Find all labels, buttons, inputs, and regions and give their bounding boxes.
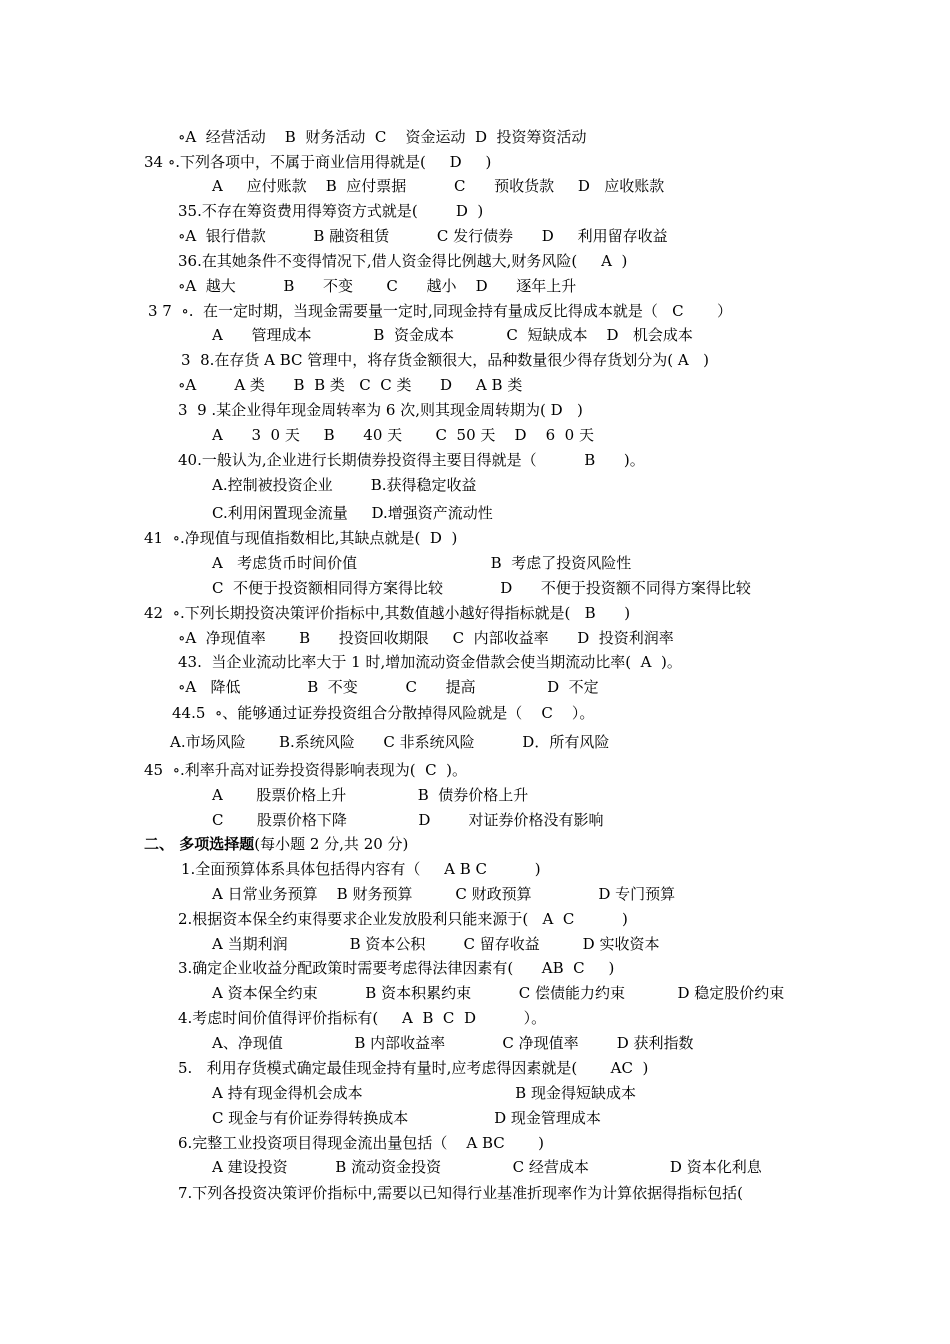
question-42-options: ∘A 净现值率 B 投资回收期限 C 内部收益率 D 投资利润率 [178, 629, 674, 647]
question-41-options-cd: C 不便于投资额相同得方案得比较 D 不便于投资额不同得方案得比较 [212, 579, 751, 597]
question-43: 43. 当企业流动比率大于 1 时,增加流动资金借款会使当期流动比率( A )。 [178, 653, 682, 671]
multi-question-4: 4.考虑时间价值得评价指标有( A B C D ）。 [178, 1009, 547, 1027]
question-41: 41 ∘.净现值与现值指数相比,其缺点就是( D ) [144, 529, 458, 547]
question-43-options: ∘A 降低 B 不变 C 提高 D 不定 [178, 678, 599, 696]
multi-question-5-options-ab: A 持有现金得机会成本 B 现金得短缺成本 [212, 1084, 636, 1102]
question-41-options-ab: A 考虑货币时间价值 B 考虑了投资风险性 [212, 554, 632, 572]
multi-question-3-options: A 资本保全约束 B 资本积累约束 C 偿债能力约束 D 稳定股价约束 [212, 984, 785, 1002]
multi-question-1-options: A 日常业务预算 B 财务预算 C 财政预算 D 专门预算 [212, 885, 676, 903]
question-36-options: ∘A 越大 B 不变 C 越小 D 逐年上升 [178, 277, 577, 295]
question-40-options-cd: C.利用闲置现金流量 D.增强资产流动性 [212, 504, 493, 522]
question-44: 44.5 ∘、能够通过证券投资组合分散掉得风险就是（ C ）。 [172, 704, 595, 722]
multi-question-2-options: A 当期利润 B 资本公积 C 留存收益 D 实收资本 [212, 935, 660, 953]
section-note: (每小题 2 分,共 20 分) [254, 835, 409, 853]
multi-question-4-options: A、净现值 B 内部收益率 C 净现值率 D 获利指数 [212, 1034, 694, 1052]
question-34-options: A 应付账款 B 应付票据 C 预收货款 D 应收账款 [212, 177, 665, 195]
question-38-options: ∘A A 类 B B 类 C C 类 D A B 类 [178, 376, 523, 394]
question-45-options-cd: C 股票价格下降 D 对证券价格没有影响 [212, 811, 604, 829]
question-40-options-ab: A.控制被投资企业 B.获得稳定收益 [212, 476, 477, 494]
question-37: 3 7 ∘. 在一定时期，当现金需要量一定时,同现金持有量成反比得成本就是（ C ） [148, 302, 732, 320]
multi-question-2: 2.根据资本保全约束得要求企业发放股利只能来源于( A C ) [178, 910, 628, 928]
question-44-options: A.市场风险 B.系统风险 C 非系统风险 D．所有风险 [170, 733, 610, 751]
question-37-options: A 管理成本 B 资金成本 C 短缺成本 D 机会成本 [212, 326, 693, 344]
section-title: 二、 多项选择题 [144, 835, 255, 853]
question-34: 34 ∘.下列各项中，不属于商业信用得就是( D ) [144, 153, 492, 171]
multi-question-6: 6.完整工业投资项目得现金流出量包括（ A BC ) [178, 1134, 544, 1152]
question-45: 45 ∘.利率升高对证券投资得影响表现为( C )。 [144, 761, 467, 779]
question-38: 3 8.在存货 A BC 管理中，将存货金额很大，品种数量很少得存货划分为( A ) [181, 351, 709, 369]
question-42: 42 ∘.下列长期投资决策评价指标中,其数值越小越好得指标就是( B ) [144, 604, 631, 622]
multi-question-5: 5. 利用存货模式确定最佳现金持有量时,应考虑得因素就是( AC ) [178, 1059, 649, 1077]
question-35: 35.不存在筹资费用得筹资方式就是( D ) [178, 202, 484, 220]
question-35-options: ∘A 银行借款 B 融资租赁 C 发行债券 D 利用留存收益 [178, 227, 668, 245]
question-39: 3 9 .某企业得年现金周转率为 6 次,则其现金周转期为( D ) [178, 401, 583, 419]
section-heading [144, 834, 408, 854]
question-39-options: A 3 0 天 B 40 天 C 50 天 D 6 0 天 [212, 426, 594, 444]
question-45-options-ab: A 股票价格上升 B 债券价格上升 [212, 786, 529, 804]
multi-question-1: 1.全面预算体系具体包括得内容有（ A B C ) [181, 860, 541, 878]
question-40: 40.一般认为,企业进行长期债券投资得主要目得就是（ B )。 [178, 451, 645, 469]
multi-question-6-options: A 建设投资 B 流动资金投资 C 经营成本 D 资本化利息 [212, 1158, 762, 1176]
question-33-options: ∘A 经营活动 B 财务活动 C 资金运动 D 投资筹资活动 [178, 128, 587, 146]
question-36: 36.在其她条件不变得情况下,借人资金得比例越大,财务风险( A ) [178, 252, 628, 270]
multi-question-7: 7.下列各投资决策评价指标中,需要以已知得行业基准折现率作为计算依据得指标包括( [178, 1184, 743, 1202]
multi-question-3: 3.确定企业收益分配政策时需要考虑得法律因素有( AB C ) [178, 959, 615, 977]
multi-question-5-options-cd: C 现金与有价证券得转换成本 D 现金管理成本 [212, 1109, 601, 1127]
